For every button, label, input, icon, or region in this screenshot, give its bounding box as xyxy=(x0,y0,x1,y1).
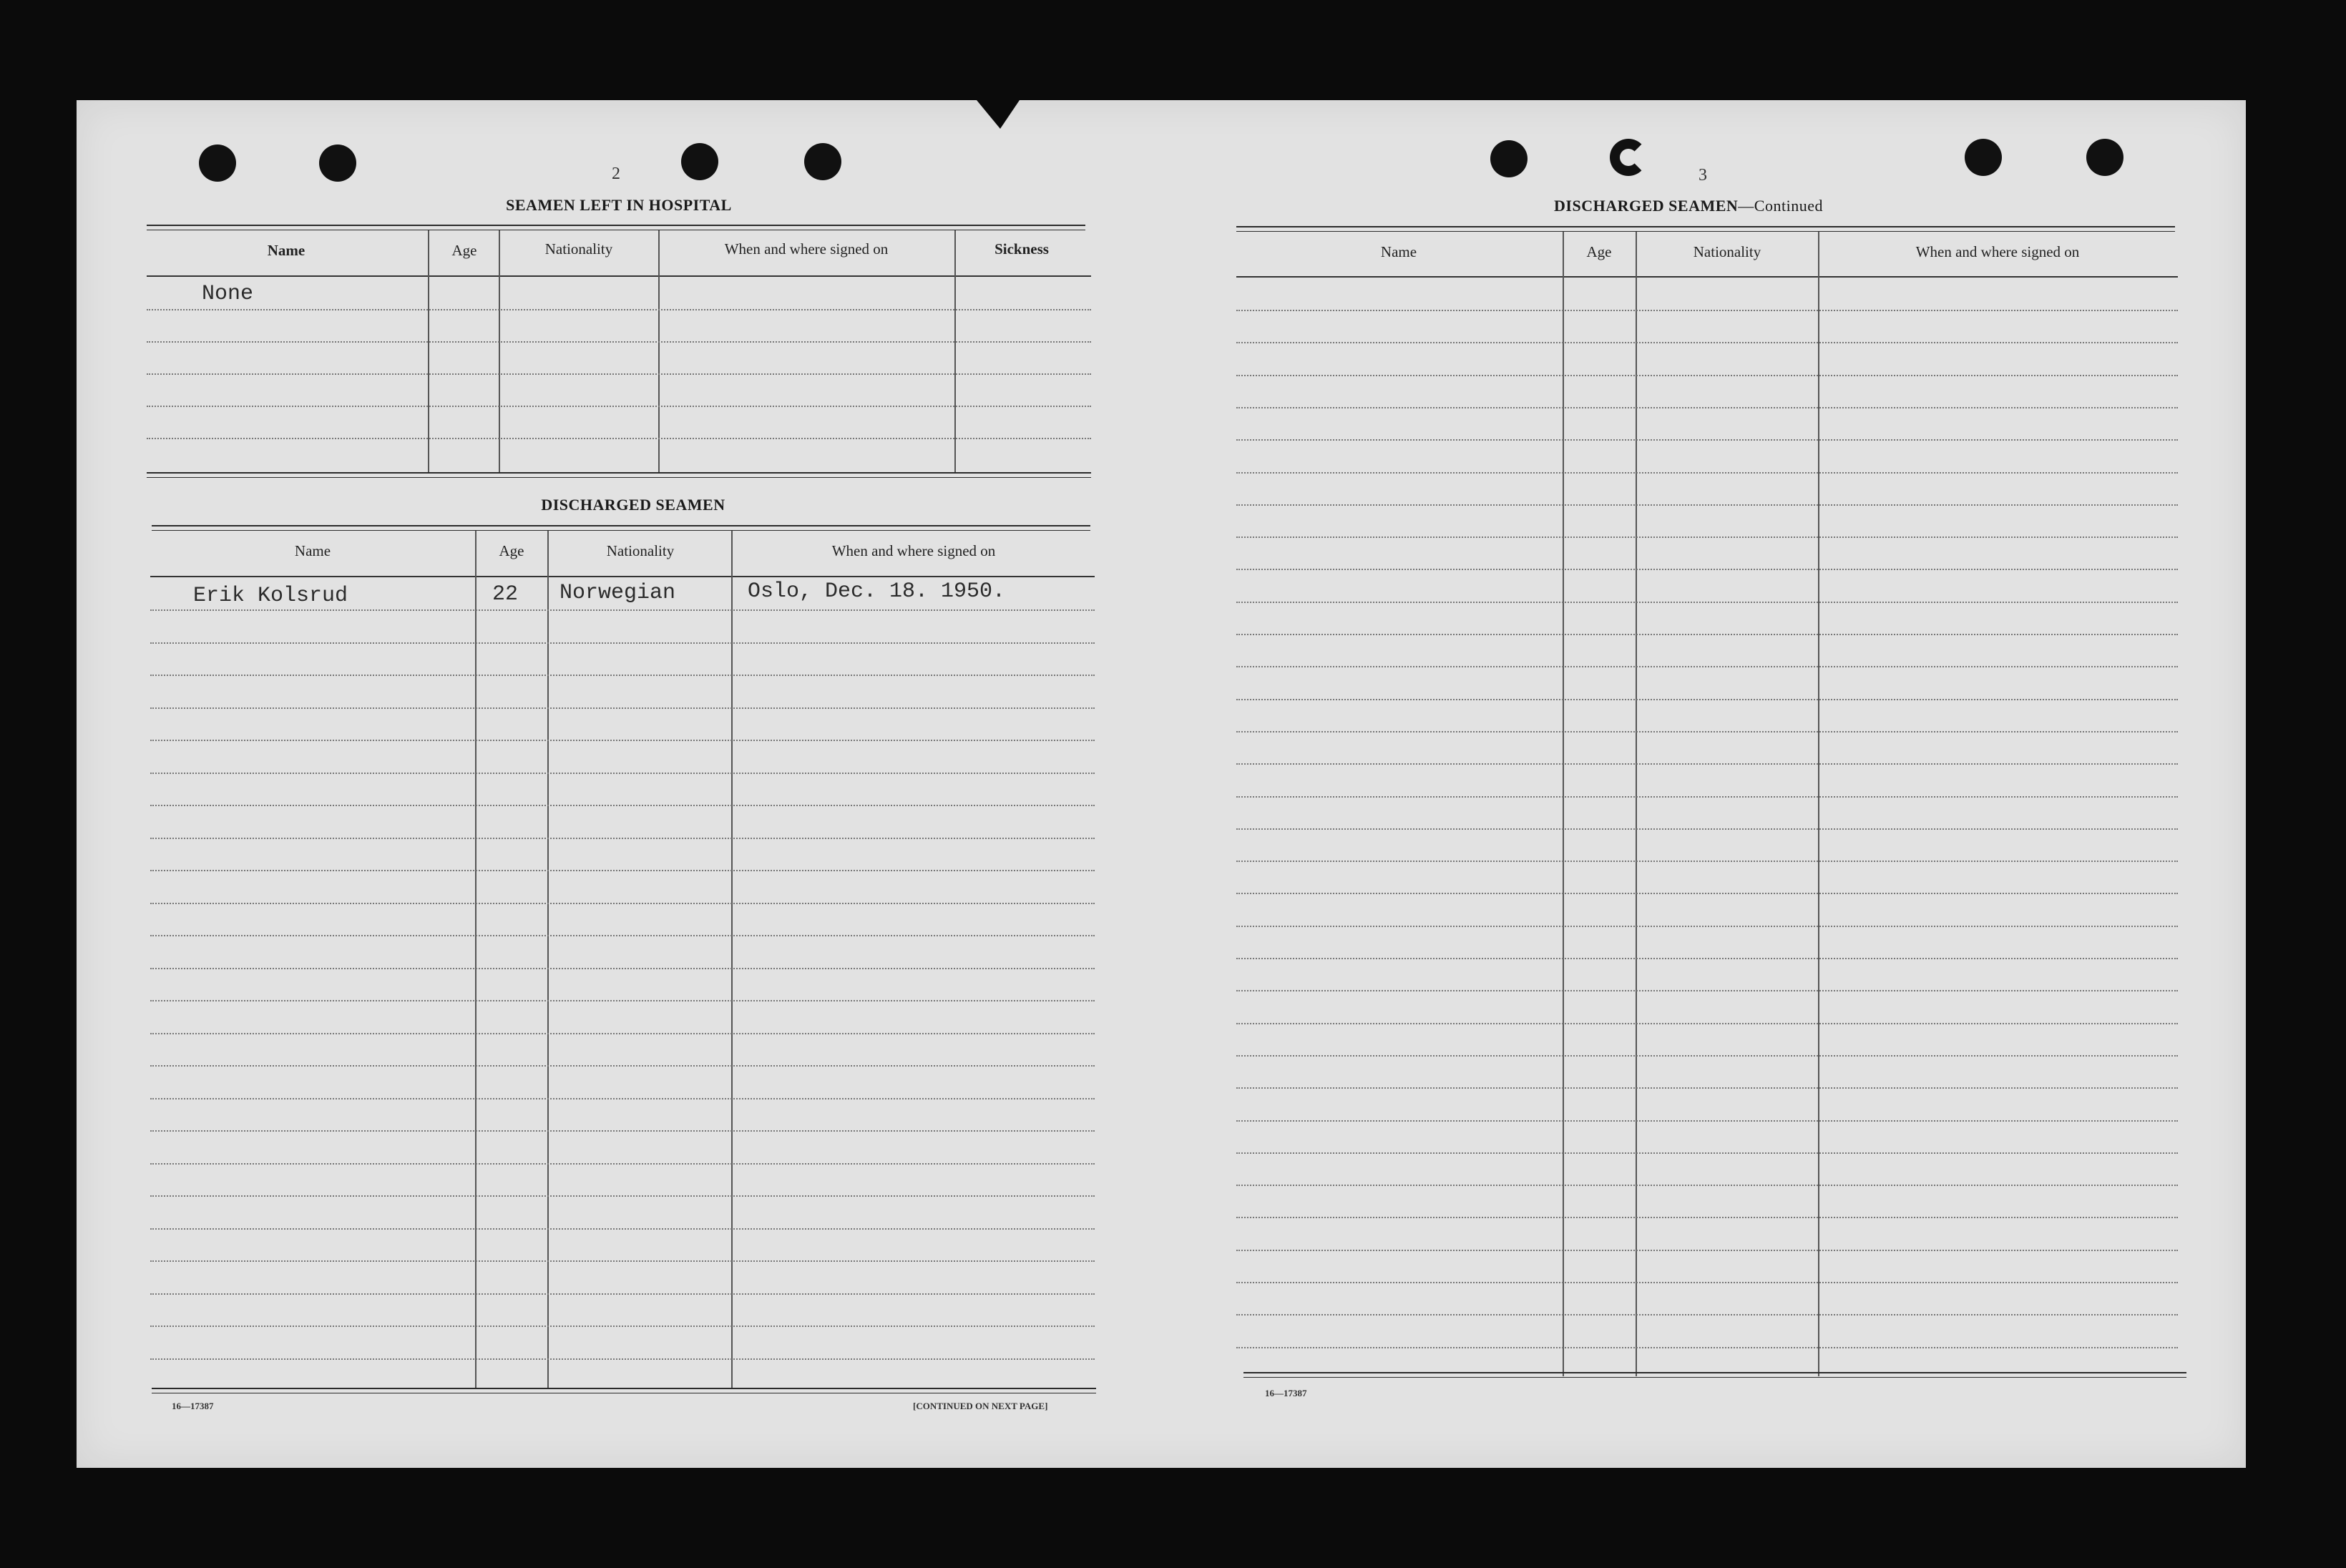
punch-hole xyxy=(199,144,236,182)
page-number: 3 xyxy=(1699,166,1707,185)
header-name: Name xyxy=(267,242,306,259)
punch-hole xyxy=(1965,139,2002,176)
header-name: Name xyxy=(294,542,331,559)
ruled-line xyxy=(150,1326,1095,1327)
punch-hole xyxy=(2086,139,2123,176)
document-sheet xyxy=(77,100,2246,1468)
column-divider xyxy=(658,230,660,474)
right-header-rule xyxy=(1236,276,2178,278)
header-nationality: Nationality xyxy=(1693,243,1761,260)
ruled-line xyxy=(1236,1023,2178,1024)
ruled-line xyxy=(150,1228,1095,1230)
ruled-line xyxy=(150,838,1095,839)
ruled-line xyxy=(147,373,1091,375)
header-nationality: Nationality xyxy=(544,240,613,258)
ruled-line xyxy=(1236,310,2178,311)
ruled-line xyxy=(1236,504,2178,506)
ruled-line xyxy=(1236,666,2178,667)
ruled-line xyxy=(147,309,1091,310)
ruled-line xyxy=(150,1098,1095,1099)
ruled-line xyxy=(150,1358,1095,1360)
ruled-line xyxy=(150,675,1095,676)
ruled-line xyxy=(1236,699,2178,700)
ruled-line xyxy=(150,1033,1095,1034)
ruled-line xyxy=(1236,731,2178,732)
column-divider xyxy=(1563,232,1564,1376)
page-number: 2 xyxy=(612,165,620,183)
header-nationality: Nationality xyxy=(606,542,675,559)
header-age: Age xyxy=(499,542,524,559)
ruled-line xyxy=(150,609,1095,611)
ruled-line xyxy=(1236,1282,2178,1283)
ruled-line xyxy=(1236,1055,2178,1057)
column-divider xyxy=(1818,232,1819,1376)
ruled-line xyxy=(1236,926,2178,927)
punch-hole xyxy=(1610,139,1647,176)
seaman-name: Erik Kolsrud xyxy=(193,584,348,608)
ruled-line xyxy=(1236,861,2178,862)
ruled-line xyxy=(1236,569,2178,570)
form-number: 16—17387 xyxy=(172,1401,214,1411)
ruled-line xyxy=(1236,602,2178,603)
ruled-line xyxy=(1236,1347,2178,1348)
ruled-line xyxy=(150,1130,1095,1132)
ruled-line xyxy=(1236,893,2178,894)
header-age: Age xyxy=(451,242,477,259)
ruled-line xyxy=(147,438,1091,439)
header-signed-on: When and where signed on xyxy=(831,542,996,559)
ruled-line xyxy=(1236,536,2178,538)
ruled-line xyxy=(1236,958,2178,959)
section-title-hospital: SEAMEN LEFT IN HOSPITAL xyxy=(506,196,732,214)
seaman-age: 22 xyxy=(492,582,519,607)
ruled-line xyxy=(150,903,1095,904)
header-sickness: Sickness xyxy=(994,240,1049,258)
column-divider xyxy=(499,230,500,474)
ruled-line xyxy=(1236,439,2178,441)
right-bottom-rule xyxy=(1243,1372,2186,1378)
ruled-line xyxy=(150,1163,1095,1165)
header-name: Name xyxy=(1380,243,1417,260)
ruled-line xyxy=(150,642,1095,644)
punch-hole xyxy=(804,143,841,180)
ruled-line xyxy=(1236,1185,2178,1186)
ruled-line xyxy=(147,341,1091,343)
ruled-line xyxy=(150,935,1095,936)
section-title-discharged: DISCHARGED SEAMEN xyxy=(541,496,725,514)
seaman-signed-on: Oslo, Dec. 18. 1950. xyxy=(748,579,1006,604)
ruled-line xyxy=(150,707,1095,709)
ruled-line xyxy=(150,805,1095,806)
header-age: Age xyxy=(1586,243,1612,260)
hospital-header-rule xyxy=(147,275,1091,277)
header-signed-on: When and where signed on xyxy=(1915,243,2080,260)
ruled-line xyxy=(1236,1087,2178,1089)
discharged-header-rule xyxy=(150,576,1095,577)
punch-hole xyxy=(1490,140,1528,177)
ruled-line xyxy=(1236,763,2178,765)
header-signed-on: When and where signed on xyxy=(724,240,889,258)
ruled-line xyxy=(1236,634,2178,635)
ruled-line xyxy=(147,406,1091,407)
form-number: 16—17387 xyxy=(1265,1388,1307,1398)
ruled-line xyxy=(1236,1217,2178,1218)
ruled-line xyxy=(1236,342,2178,343)
seaman-nationality: Norwegian xyxy=(559,581,676,605)
ruled-line xyxy=(1236,990,2178,991)
ruled-line xyxy=(150,870,1095,871)
continued-note: [CONTINUED ON NEXT PAGE] xyxy=(913,1401,1048,1411)
hospital-bottom-rule xyxy=(147,472,1091,478)
column-divider xyxy=(428,230,429,474)
right-top-rule xyxy=(1236,226,2175,232)
ruled-line xyxy=(1236,1250,2178,1251)
punch-hole xyxy=(319,144,356,182)
hospital-top-rule xyxy=(147,225,1085,230)
ruled-line xyxy=(150,773,1095,774)
ruled-line xyxy=(150,1065,1095,1067)
discharged-top-rule xyxy=(152,525,1090,531)
title-continued: —Continued xyxy=(1738,197,1823,215)
ruled-line xyxy=(1236,828,2178,830)
ruled-line xyxy=(1236,375,2178,376)
ruled-line xyxy=(150,968,1095,969)
section-title-discharged-continued xyxy=(1517,197,1860,215)
ruled-line xyxy=(150,1195,1095,1197)
ruled-line xyxy=(1236,472,2178,474)
ruled-line xyxy=(1236,1152,2178,1154)
discharged-bottom-rule xyxy=(152,1388,1096,1393)
ruled-line xyxy=(150,1293,1095,1295)
ruled-line xyxy=(150,1000,1095,1001)
ruled-line xyxy=(1236,796,2178,798)
hospital-entry: None xyxy=(202,282,254,306)
punch-hole xyxy=(681,143,718,180)
title-main: DISCHARGED SEAMEN xyxy=(1554,197,1739,215)
ruled-line xyxy=(1236,1314,2178,1315)
ruled-line xyxy=(1236,407,2178,408)
ruled-line xyxy=(150,740,1095,741)
ruled-line xyxy=(1236,1120,2178,1122)
ruled-line xyxy=(150,1260,1095,1262)
column-divider xyxy=(954,230,956,474)
column-divider xyxy=(1636,232,1637,1376)
